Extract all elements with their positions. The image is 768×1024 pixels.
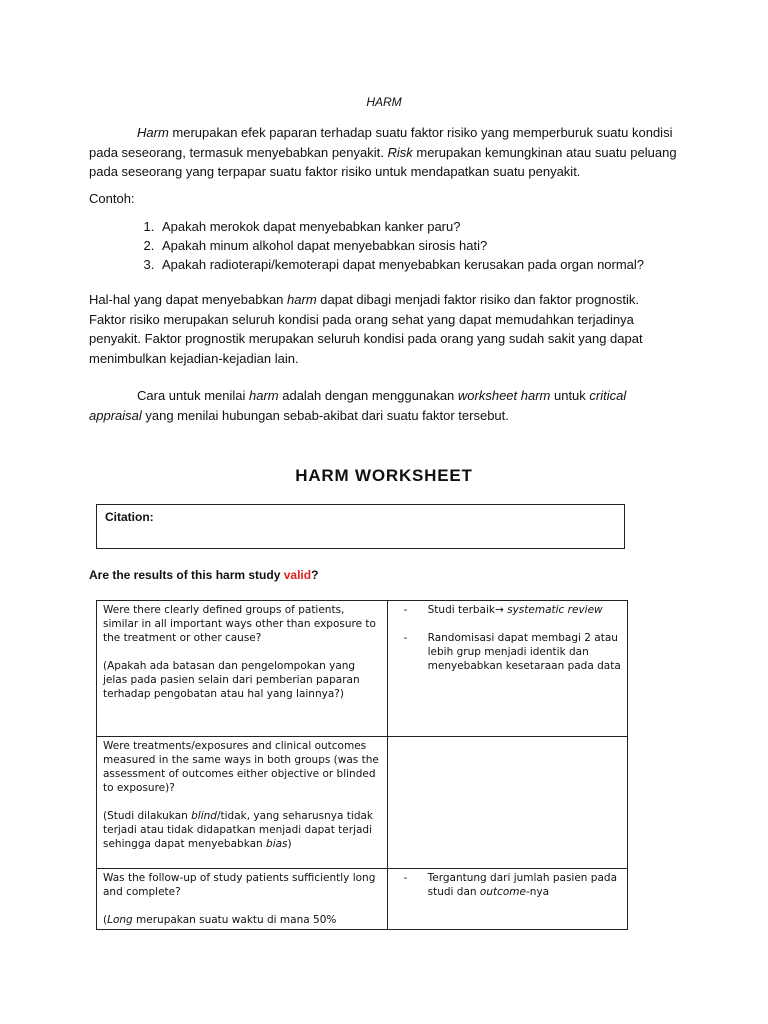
criterion-indonesian: (Apakah ada batasan dan pengelompokan yang jelas pada pasien selain dari pemberian paparan terhadap pengobatan atau hal yang lainnya?) — [103, 660, 360, 700]
list-item: 2. Apakah minum alkohol dapat menyebabkan sirosis hati? — [158, 236, 644, 255]
p2-text-end: dapat dibagi menjadi faktor risiko dan faktor prognostik. Faktor risiko merupakan seluruh kondisi pada orang sehat yang dapat memudahkan terjadinya penyakit. Faktor prognostik merupakan seluruh kondisi pada orang yang sudah sakit yang dapat menimbulkan kejadian-kejadian lain. — [89, 292, 643, 366]
table-row — [97, 601, 628, 737]
intro-paragraph-2 — [89, 290, 679, 368]
note-item — [394, 871, 621, 899]
p1-text-end: merupakan kemungkinan atau suatu peluang pada seseorang yang terpapar suatu faktor risiko untuk mendapatkan suatu penyakit. — [89, 144, 677, 179]
criterion-text: ) — [287, 838, 292, 850]
notes-cell — [387, 601, 627, 737]
intro-paragraph-1 — [89, 123, 679, 182]
criterion-english: Was the follow-up of study patients sufficiently long and complete? — [103, 872, 376, 898]
criteria-table — [96, 600, 628, 930]
citation-label: Citation: — [105, 510, 154, 524]
criterion-cell — [97, 601, 388, 737]
criterion-text: ( — [103, 914, 108, 926]
question-text: Are the results of this harm study — [89, 568, 284, 582]
criterion-text: merupakan suatu waktu di mana 50% — [132, 914, 337, 926]
harm-term: harm — [287, 292, 317, 307]
validity-question — [89, 568, 318, 582]
examples-list — [136, 217, 644, 274]
examples-label: Contoh: — [89, 191, 135, 206]
criterion-text: (Studi dilakukan — [103, 810, 192, 822]
p3-text-end: yang menilai hubungan sebab-akibat dari suatu faktor tersebut. — [141, 407, 509, 423]
harm-term: Harm — [137, 125, 169, 140]
note-term: systematic review — [507, 604, 603, 616]
p3-text: adalah dengan menggunakan — [278, 388, 458, 403]
note-text: -nya — [526, 886, 550, 898]
criterion-english: Were treatments/exposures and clinical outcomes measured in the same ways in both groups (was the assessment of outcomes either objective or blinded to exposure)? — [103, 740, 379, 794]
criterion-indonesian — [103, 809, 381, 851]
table-row — [97, 869, 628, 930]
bullet-dash: - — [403, 604, 408, 616]
bullet-dash: - — [403, 632, 408, 644]
criterion-english: Were there clearly defined groups of patients, similar in all important ways other than exposure to the treatment or other cause? — [103, 604, 376, 644]
list-item: 1. Apakah merokok dapat menyebabkan kanker paru? — [158, 217, 644, 236]
note-text: Randomisasi dapat membagi 2 atau lebih grup menjadi identik dan menyebabkan kesetaraan pada data — [427, 632, 621, 672]
p2-text: Hal-hal yang dapat menyebabkan — [89, 292, 288, 307]
p3-text: untuk — [550, 388, 590, 403]
list-item: 3. Apakah radioterapi/kemoterapi dapat menyebabkan kerusakan pada organ normal? — [158, 255, 644, 274]
appraisal-term: critical appraisal — [89, 388, 627, 423]
note-item — [394, 631, 621, 673]
blind-term: blind — [191, 810, 217, 822]
notes-cell — [387, 869, 627, 930]
criterion-indonesian — [103, 913, 381, 927]
outcome-term: outcome — [479, 886, 526, 898]
bullet-dash: - — [403, 872, 408, 884]
p3-text: Cara untuk menilai — [137, 388, 249, 403]
note-text: Tergantung dari jumlah pasien pada studi dan — [427, 872, 617, 898]
bias-term: bias — [266, 838, 288, 850]
worksheet-title: HARM WORKSHEET — [295, 466, 473, 485]
note-text: Studi terbaik→ — [427, 604, 508, 616]
table-row — [97, 737, 628, 869]
criterion-text: /tidak, yang seharusnya tidak terjadi atau tidak didapatkan menjadi dapat terjadi sehingga dapat menyebabkan — [103, 810, 374, 850]
question-mark: ? — [311, 568, 319, 582]
note-item — [394, 603, 621, 617]
document-title: HARM — [366, 95, 402, 109]
notes-cell — [387, 737, 627, 869]
criterion-cell — [97, 869, 388, 930]
risk-term: Risk — [387, 144, 413, 160]
long-term: Long — [107, 914, 133, 926]
harm-term: harm — [249, 388, 279, 403]
criterion-cell — [97, 737, 388, 869]
intro-paragraph-3 — [89, 386, 679, 425]
worksheet-term: worksheet harm — [457, 388, 551, 403]
valid-word: valid — [283, 568, 312, 582]
p1-text: merupakan efek paparan terhadap suatu faktor risiko yang memperburuk suatu kondisi pada seseorang, termasuk menyebabkan penyakit. — [89, 125, 673, 160]
citation-box[interactable] — [96, 504, 625, 549]
